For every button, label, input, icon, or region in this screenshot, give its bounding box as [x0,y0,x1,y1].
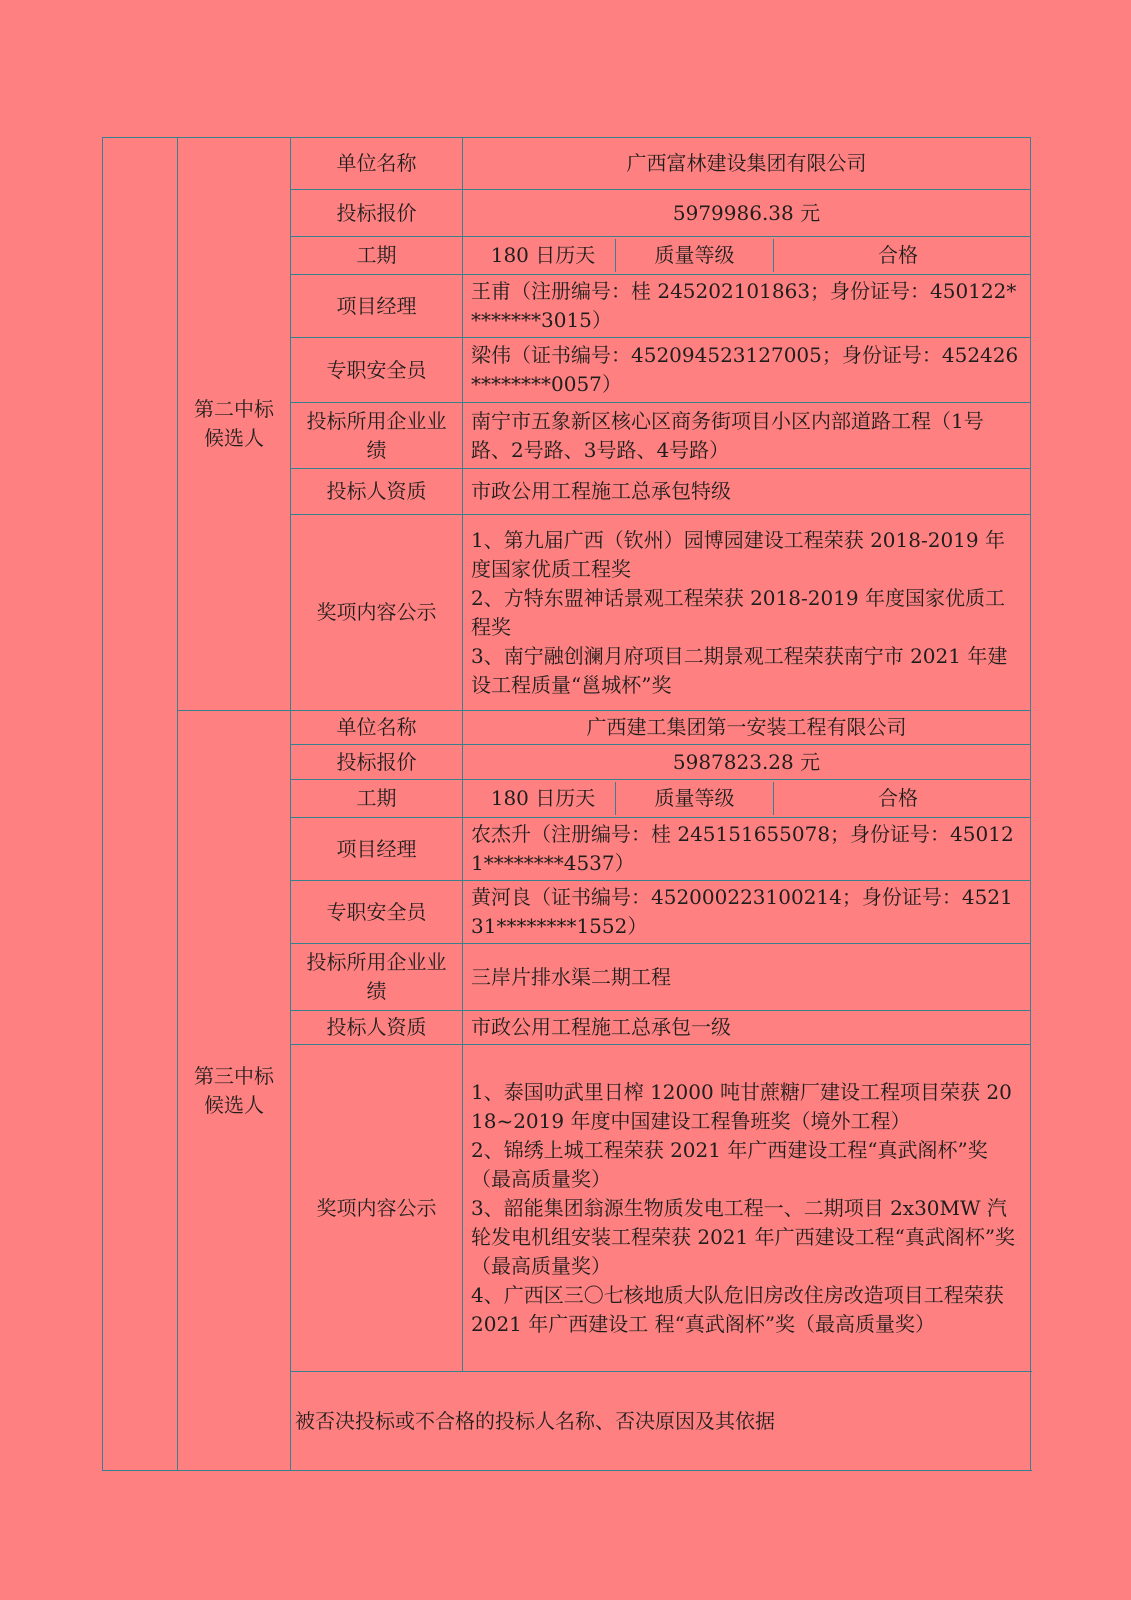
second-awards-list [463,515,1031,711]
third-period-value: 180 日历天 [490,786,596,810]
second-performance-value: 南宁市五象新区核心区商务街项目小区内部道路工程（1号路、2号路、3号路、4号路） [463,403,1031,469]
third-awards-label: 奖项内容公示 [291,1045,463,1372]
award-item: 2、锦绣上城工程荣获 2021 年广西建设工程“真武阁杯”奖（最高质量奖） [471,1137,988,1191]
third-qualification-label: 投标人资质 [291,1011,463,1045]
second-awards-label: 奖项内容公示 [291,515,463,711]
second-qualification-label: 投标人资质 [291,469,463,515]
award-item: 2、方特东盟神话景观工程荣获 2018-2019 年度国家优质工程奖 [471,585,1005,639]
third-candidate-label: 第三中标候选人 [178,711,291,1471]
third-period-label: 工期 [291,780,463,818]
third-safety-label: 专职安全员 [291,881,463,944]
second-period-value: 180 日历天 [490,243,596,267]
third-period-row [463,780,1031,818]
second-price-label: 投标报价 [291,190,463,237]
award-item: 1、泰国叻武里日榨 12000 吨甘蔗糖厂建设工程项目荣获 2018~2019 年度中国建设工程鲁班奖（境外工程） [471,1079,1012,1133]
second-price-value: 5979986.38 元 [463,190,1031,237]
rejected-label: 被否决投标或不合格的投标人名称、否决原因及其依据 [291,1372,1031,1471]
second-unit-value: 广西富林建设集团有限公司 [463,138,1031,190]
third-quality-value: 合格 [878,786,918,810]
award-item: 1、第九届广西（钦州）园博园建设工程荣获 2018-2019 年度国家优质工程奖 [471,527,1005,581]
second-candidate-label: 第二中标候选人 [178,138,291,711]
third-unit-label: 单位名称 [291,711,463,745]
candidates-table [102,137,1031,1471]
third-unit-value: 广西建工集团第一安装工程有限公司 [463,711,1031,745]
award-item: 4、广西区三〇七核地质大队危旧房改住房改造项目工程荣获 2021 年广西建设工 程“真武阁杯”奖（最高质量奖） [471,1282,1004,1336]
second-manager-label: 项目经理 [291,275,463,338]
second-period-label: 工期 [291,237,463,275]
second-qualification-value: 市政公用工程施工总承包特级 [463,469,1031,515]
second-safety-label: 专职安全员 [291,338,463,403]
third-awards-list [463,1045,1031,1372]
third-price-label: 投标报价 [291,745,463,780]
second-manager-value: 王甫（注册编号：桂 245202101863；身份证号：450122********3015） [463,275,1031,338]
award-item: 3、韶能集团翁源生物质发电工程一、二期项目 2x30MW 汽轮发电机组安装工程荣获 2021 年广西建设工程“真武阁杯”奖（最高质量奖） [471,1195,1016,1278]
third-quality-label: 质量等级 [616,782,774,815]
third-qualification-value: 市政公用工程施工总承包一级 [463,1011,1031,1045]
second-quality-value: 合格 [878,243,918,267]
third-safety-value: 黄河良（证书编号：452000223100214；身份证号：452131********1552） [463,881,1031,944]
second-safety-value: 梁伟（证书编号：452094523127005；身份证号：452426********0057） [463,338,1031,403]
third-manager-label: 项目经理 [291,818,463,881]
second-period-row [463,237,1031,275]
second-unit-label: 单位名称 [291,138,463,190]
award-item: 3、南宁融创澜月府项目二期景观工程荣获南宁市 2021 年建设工程质量“邕城杯”奖 [471,643,1008,697]
third-performance-label: 投标所用企业业绩 [291,944,463,1011]
second-performance-label: 投标所用企业业绩 [291,403,463,469]
second-quality-label: 质量等级 [616,239,774,272]
third-price-value: 5987823.28 元 [463,745,1031,780]
blank-column-cell [103,138,178,1471]
third-manager-value: 农杰升（注册编号：桂 245151655078；身份证号：450121********4537） [463,818,1031,881]
third-performance-value: 三岸片排水渠二期工程 [463,944,1031,1011]
